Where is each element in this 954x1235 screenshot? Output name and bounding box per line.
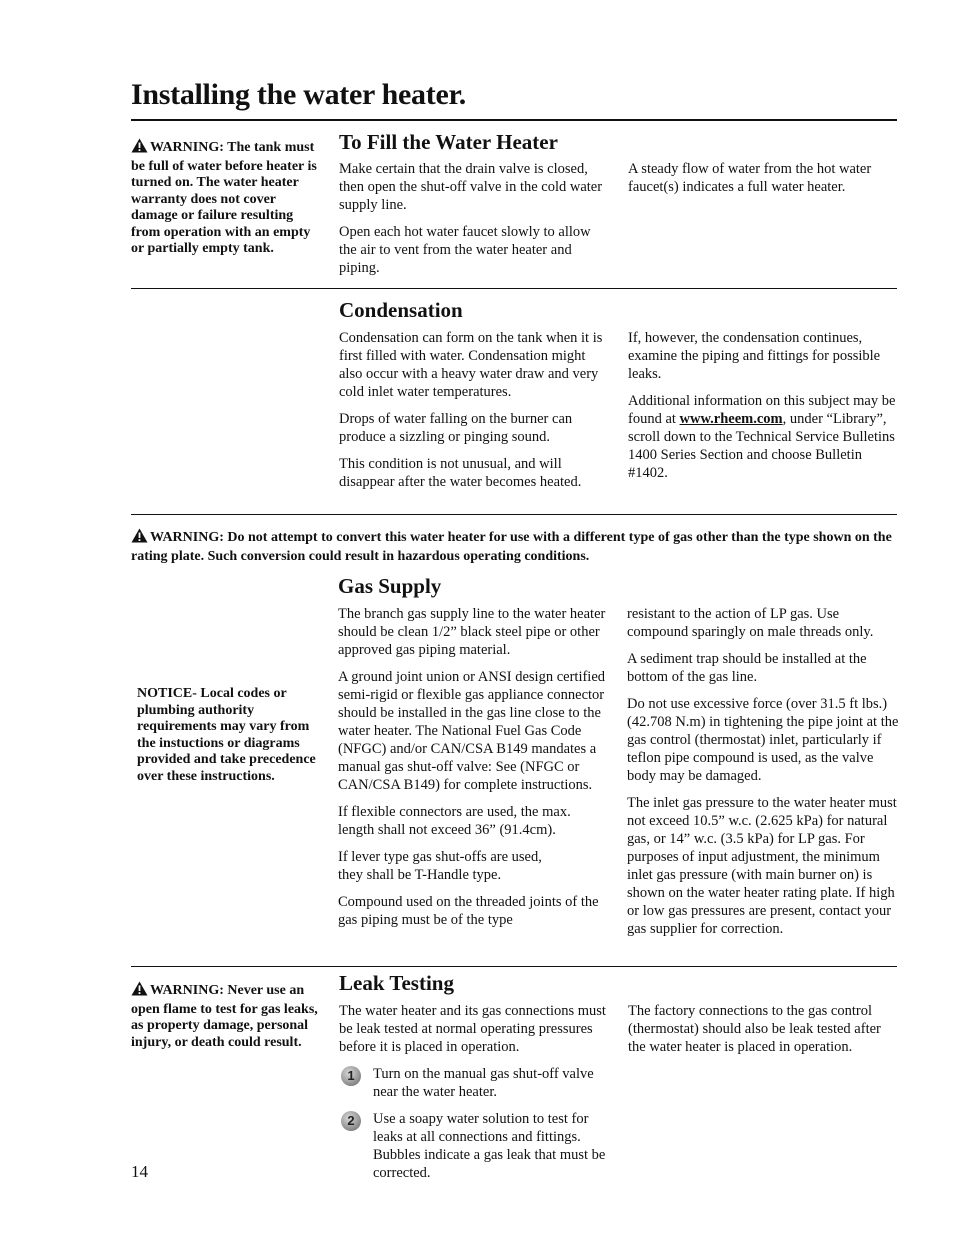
condensation-p5-before: Additional information on this subject may be found at bbox=[628, 393, 896, 427]
condensation-p5-after: , under “Library”, scroll down to the Technical Service Bulletins 1400 Series Section and choose Bulletin #1402. bbox=[628, 411, 895, 481]
warning-triangle-icon bbox=[131, 981, 148, 1002]
gas-supply-paragraph-3: If flexible connectors are used, the max. length shall not exceed 36” (91.4cm). bbox=[338, 804, 571, 838]
gas-supply-left-column bbox=[338, 605, 610, 938]
leak-left-column bbox=[339, 1002, 611, 1191]
condensation-paragraph-5 bbox=[628, 392, 898, 482]
section-divider-2 bbox=[131, 514, 897, 515]
condensation-left-column bbox=[339, 329, 611, 500]
gas-supply-paragraph-7: A sediment trap should be installed at the bottom of the gas line. bbox=[627, 651, 867, 685]
gas-supply-paragraph-4 bbox=[338, 848, 610, 884]
section-divider-1 bbox=[131, 288, 897, 289]
gas-supply-p4-line-1: If lever type gas shut-offs are used, bbox=[338, 849, 542, 865]
fill-left-column bbox=[339, 160, 611, 286]
condensation-paragraph-1: Condensation can form on the tank when it is first filled with water. Condensation might also occur with a heavy water draw and very cold inlet water temperatures. bbox=[339, 330, 603, 400]
gas-supply-paragraph-1: The branch gas supply line to the water heater should be clean 1/2” black steel pipe or other approved gas piping material. bbox=[338, 606, 606, 658]
gas-supply-right-column bbox=[627, 605, 899, 947]
gas-supply-paragraph-5: Compound used on the threaded joints of the gas piping must be of the type bbox=[338, 894, 599, 928]
local-codes-notice: NOTICE- Local codes or plumbing authority requirements may vary from the instuctions or diagrams provided and take precedence over these instructions. bbox=[137, 686, 316, 784]
gas-supply-p4-line-2: they shall be T-Handle type. bbox=[338, 867, 502, 883]
rheem-website-link[interactable]: www.rheem.com bbox=[679, 411, 783, 427]
condensation-right-column bbox=[628, 329, 898, 491]
gas-supply-paragraph-2: A ground joint union or ANSI design certified semi-rigid or flexible gas appliance connector should be installed in the gas line close to the water heater. The National Fuel Gas Code (NFGC) and/or CAN/CSA B149 mandates a manual gas shut-off valve: See (NFGC or CAN/CSA B149) for complete instructions. bbox=[338, 669, 606, 793]
leak-step-2 bbox=[339, 1110, 611, 1182]
gas-conversion-warning bbox=[131, 528, 899, 565]
leak-testing-heading: Leak Testing bbox=[339, 971, 454, 995]
leak-warning-text: WARNING: Never use an open flame to test for gas leaks, as property damage, personal injury, or death could result. bbox=[131, 983, 318, 1050]
warning-triangle-icon bbox=[131, 528, 148, 549]
fill-warning bbox=[131, 138, 321, 258]
fill-warning-text: WARNING: The tank must be full of water before heater is turned on. The water heater warranty does not cover damage or failure resulting from operation with an empty or partially empty tank. bbox=[131, 140, 317, 256]
title-rule bbox=[131, 119, 897, 121]
gas-supply-paragraph-6: resistant to the action of LP gas. Use compound sparingly on male threads only. bbox=[627, 606, 874, 640]
page-number: 14 bbox=[131, 1162, 148, 1181]
condensation-heading: Condensation bbox=[339, 298, 463, 322]
condensation-paragraph-3: This condition is not unusual, and will disappear after the water becomes heated. bbox=[339, 456, 582, 490]
gas-supply-heading: Gas Supply bbox=[338, 574, 442, 598]
leak-step-2-text: Use a soapy water solution to test for leaks at all connections and fittings. Bubbles indicate a gas leak that must be corrected. bbox=[373, 1111, 606, 1181]
fill-heading: To Fill the Water Heater bbox=[339, 130, 558, 154]
leak-paragraph-2: The factory connections to the gas control (thermostat) should also be leak tested after the water heater is placed in operation. bbox=[628, 1003, 881, 1055]
fill-paragraph-2: Open each hot water faucet slowly to allow the air to vent from the water heater and piping. bbox=[339, 224, 591, 276]
gas-supply-paragraph-9: The inlet gas pressure to the water heater must not exceed 10.5” w.c. (2.625 kPa) for natural gas, or 14” w.c. (3.5 kPa) for LP gas. For purposes of input adjustment, the minimum inlet gas pressure (with main burner on) is shown on the water heater rating plate. If high or low gas pressures are present, contact your gas supplier for correction. bbox=[627, 795, 897, 937]
gas-supply-paragraph-8: Do not use excessive force (over 31.5 ft lbs.) (42.708 N.m) in tightening the pipe joint at the gas control (thermostat) inlet, particularly if teflon pipe compound is used, as the valve body may be damaged. bbox=[627, 696, 899, 784]
fill-right-column bbox=[628, 160, 898, 205]
leak-step-1 bbox=[339, 1065, 611, 1101]
step-number-2-badge: 2 bbox=[341, 1111, 361, 1131]
fill-paragraph-1: Make certain that the drain valve is closed, then open the shut-off valve in the cold water supply line. bbox=[339, 161, 603, 213]
leak-step-1-text: Turn on the manual gas shut-off valve near the water heater. bbox=[373, 1066, 594, 1100]
fill-paragraph-3: A steady flow of water from the hot water faucet(s) indicates a full water heater. bbox=[628, 161, 872, 195]
page-title: Installing the water heater. bbox=[131, 78, 466, 111]
section-divider-3 bbox=[131, 966, 897, 967]
condensation-paragraph-2: Drops of water falling on the burner can produce a sizzling or pinging sound. bbox=[339, 411, 573, 445]
leak-right-column bbox=[628, 1002, 898, 1065]
leak-warning bbox=[131, 981, 323, 1051]
warning-triangle-icon bbox=[131, 138, 148, 159]
step-number-1-badge: 1 bbox=[341, 1066, 361, 1086]
gas-conversion-warning-text: WARNING: Do not attempt to convert this water heater for use with a different type of gas other than the type shown on the rating plate. Such conversion could result in hazardous operating conditions. bbox=[131, 530, 892, 564]
condensation-paragraph-4: If, however, the condensation continues, examine the piping and fittings for possible leaks. bbox=[628, 330, 881, 382]
leak-paragraph-1: The water heater and its gas connections must be leak tested at normal operating pressures before it is placed in operation. bbox=[339, 1003, 606, 1055]
